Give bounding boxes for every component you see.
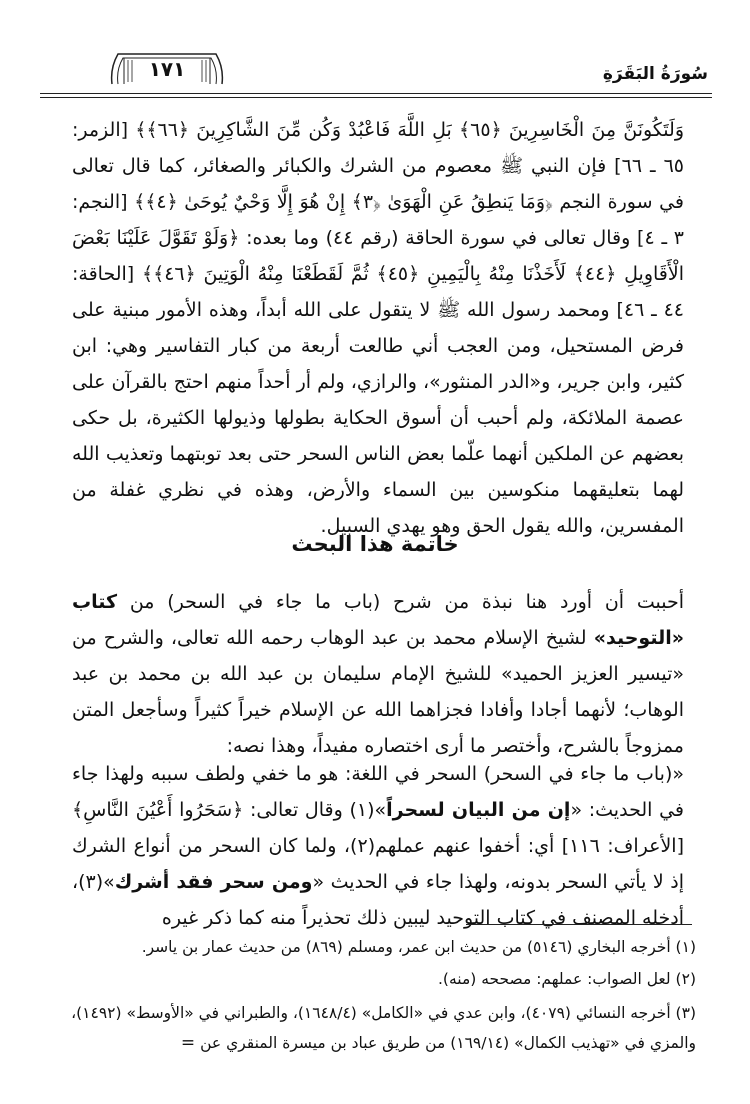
paragraph-3-text-e: »(٣)، أدخله المصنف في كتاب التوحيد ليبين ذلك تحذيراً منه كما ذكر غيره bbox=[72, 871, 684, 929]
surah-title: سُورَةُ البَقَرَةِ bbox=[602, 64, 708, 84]
book-title-bold: كتاب «التوحيد» bbox=[72, 591, 684, 649]
hadith-quote-bold-2: ومن سحر فقد أشرك bbox=[114, 871, 313, 893]
footnote-separator bbox=[466, 924, 692, 925]
paragraph-2-text-a: أحببت أن أورد هنا نبذة من شرح (باب ما جاء في السحر) من bbox=[117, 591, 684, 613]
footnote-2: (٢) لعل الصواب: عملهم: مصححه (منه). bbox=[437, 970, 696, 988]
paragraph-3-text-c: »(١) وقال تعالى: ﴿سَحَرُوا أَعْيُنَ النَّاسِ﴾ [الأعراف: ١١٦] أي: أخفوا عنهم عملهم(٢)، ولما كان السحر من أنواع الشرك إذ لا يأتي السحر بدونه، ولهذا جاء في الحديث « bbox=[72, 799, 685, 893]
paragraph-2 bbox=[72, 584, 684, 764]
continuation-mark: = bbox=[180, 1033, 196, 1053]
page-header bbox=[40, 48, 712, 94]
section-heading: خاتمة هذا البحث bbox=[291, 532, 459, 556]
paragraph-3 bbox=[72, 756, 684, 936]
footnote-3-text: (٣) أخرجه النسائي (٤٠٧٩)، وابن عدي في «الكامل» (١٦٤٨/٤)، والطبراني في «الأوسط» (١٤٩٢)، والمزي في «تهذيب الكمال» (١٦٩/١٤) من طريق عباد بن ميسرة المنقري عن bbox=[71, 1004, 696, 1052]
footnote-1: (١) أخرجه البخاري (٥١٤٦) من حديث ابن عمر، ومسلم (٨٦٩) من حديث عمار بن ياسر. bbox=[141, 938, 696, 956]
header-rule bbox=[40, 93, 712, 94]
page-number: ١٧١ bbox=[148, 57, 186, 81]
footnote-3 bbox=[56, 998, 696, 1058]
paragraph-1: وَلَتَكُونَنَّ مِنَ الْخَاسِرِينَ ﴿٦٥﴾ بَلِ اللَّهَ فَاعْبُدْ وَكُن مِّنَ الشَّاكِرِينَ ﴿٦٦﴾﴾ [الزمر: ٦٥ ـ ٦٦] فإن النبي ﷺ معصوم من الشرك والكبائر والصغائر، كما قال تعالى في سورة النجم ﴿وَمَا يَنطِقُ عَنِ الْهَوَىٰ ﴿٣﴾ إِنْ هُوَ إِلَّا وَحْيٌ يُوحَىٰ ﴿٤﴾﴾ [النجم: ٣ ـ ٤] وقال تعالى في سورة الحاقة (رقم ٤٤) وما بعده: ﴿وَلَوْ تَقَوَّلَ عَلَيْنَا بَعْضَ الْأَقَاوِيلِ ﴿٤٤﴾ لَأَخَذْنَا مِنْهُ بِالْيَمِينِ ﴿٤٥﴾ ثُمَّ لَقَطَعْنَا مِنْهُ الْوَتِينَ ﴿٤٦﴾﴾ [الحاقة: ٤٤ ـ ٤٦] ومحمد رسول الله ﷺ لا يتقول على الله أبداً، وهذه الأمور مبنية على فرض المستحيل، ومن العجب أني طالعت أربعة من كبار التفاسير وهي: ابن كثير، وابن جرير، و«الدر المنثور»، والرازي، ولم أر أحداً منهم احتج بالقرآن على عصمة الملائكة، ولم أحبب أن أسوق الحكاية بطولها وذيولها الكثيرة، بل حكى بعضهم عن الملكين أنهما علّما بعض الناس السحر حتى بعد توبتهما وتعذيب الله لهما بتعليقهما منكوسين بين السماء والأرض، وهذه في نظري غفلة من المفسرين، والله يقول الحق وهو يهدي السبيل. bbox=[72, 119, 684, 537]
paragraph-2-text-c: لشيخ الإسلام محمد بن عبد الوهاب رحمه الله تعالى، والشرح من «تيسير العزيز الحميد» للشيخ الإمام سليمان بن عبد الله بن محمد بن عبد الوهاب؛ لأنهما أجادا وأفادا فجزاهما الله عن الإسلام خيراً كثيراً وسأجعل المتن ممزوجاً بالشرح، وأختصر ما أرى اختصاره مفيداً، وهذا نصه: bbox=[72, 627, 684, 757]
page-number-ornament bbox=[106, 48, 228, 88]
hadith-quote-bold-1: إن من البيان لسحراً bbox=[386, 799, 571, 821]
paragraph-3-text-a: «(باب ما جاء في السحر) السحر في اللغة: هو ما خفي ولطف سببه ولهذا جاء في الحديث: « bbox=[72, 763, 684, 821]
header-rule-thin bbox=[40, 97, 712, 98]
